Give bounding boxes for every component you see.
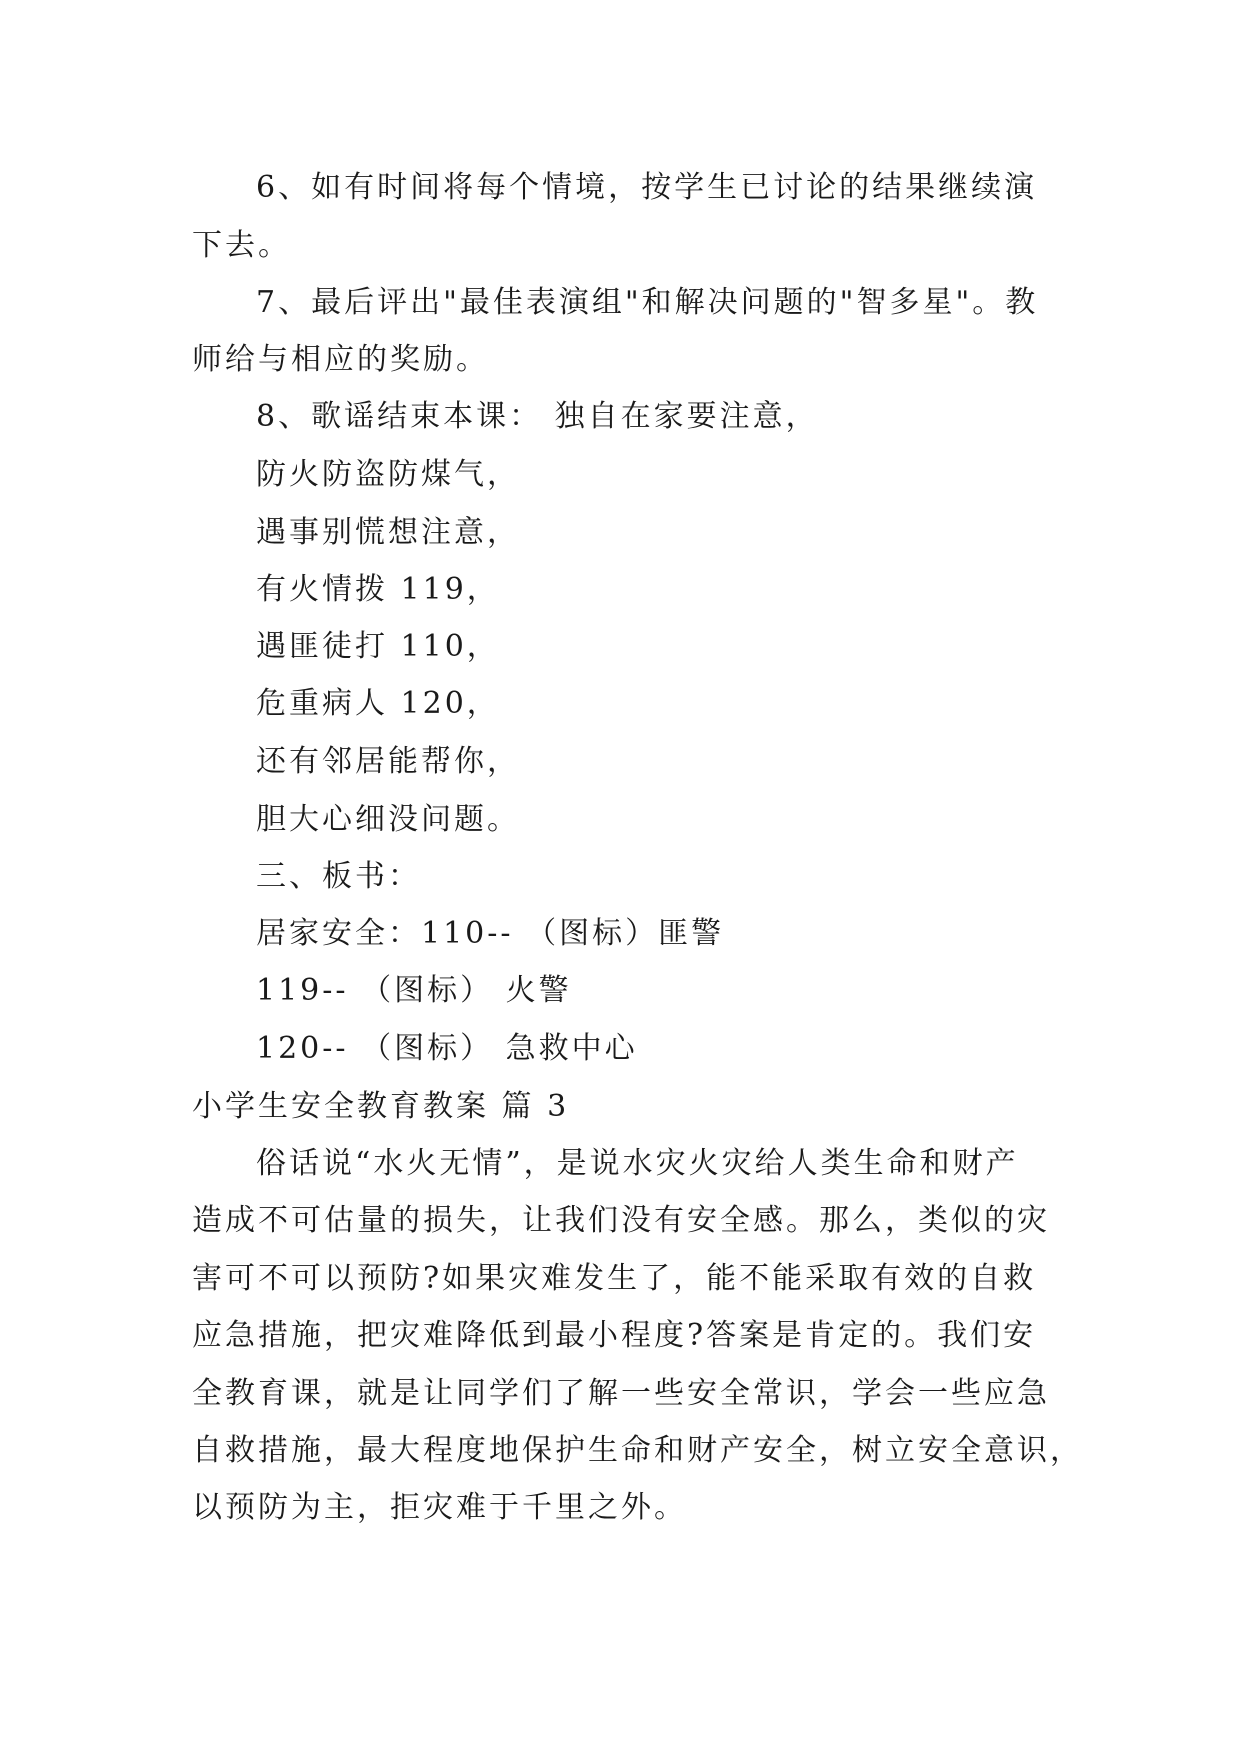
paragraph-line: 以预防为主，拒灾难于千里之外。: [192, 1490, 687, 1525]
text-line: 7、最后评出"最佳表演组"和解决问题的"智多星"。教: [256, 285, 1039, 320]
paragraph-line: 全教育课，就是让同学们了解一些安全常识，学会一些应急: [192, 1376, 1050, 1411]
text-line: 遇匪徒打 110，: [256, 629, 500, 664]
text-line: 120-- （图标） 急救中心: [256, 1031, 638, 1066]
text-line: 防火防盗防煤气，: [256, 457, 520, 492]
paragraph-line: 造成不可估量的损失，让我们没有安全感。那么，类似的灾: [192, 1203, 1050, 1238]
text-line: 居家安全：110-- （图标）匪警: [256, 916, 725, 951]
text-line: 6、如有时间将每个情境，按学生已讨论的结果继续演: [256, 170, 1038, 205]
text-line: 危重病人 120，: [256, 686, 500, 721]
text-line: 119-- （图标） 火警: [256, 973, 572, 1008]
text-line: 胆大心细没问题。: [256, 802, 520, 837]
paragraph-line: 俗话说“水火无情”，是说水灾火灾给人类生命和财产: [256, 1146, 1019, 1181]
section-title: 小学生安全教育教案 篇 3: [192, 1089, 570, 1124]
text-line: 还有邻居能帮你，: [256, 744, 520, 779]
text-line: 8、歌谣结束本课： 独自在家要注意，: [256, 399, 819, 434]
paragraph-line: 害可不可以预防?如果灾难发生了，能不能采取有效的自救: [192, 1261, 1037, 1296]
text-line: 师给与相应的奖励。: [192, 342, 489, 377]
paragraph-line: 自救措施，最大程度地保护生命和财产安全，树立安全意识，: [192, 1433, 1083, 1468]
text-line: 遇事别慌想注意，: [256, 515, 520, 550]
text-line: 下去。: [192, 228, 291, 263]
section-heading: 三、板书：: [256, 859, 421, 894]
paragraph-line: 应急措施，把灾难降低到最小程度?答案是肯定的。我们安: [192, 1318, 1037, 1353]
text-line: 有火情拨 119，: [256, 572, 500, 607]
